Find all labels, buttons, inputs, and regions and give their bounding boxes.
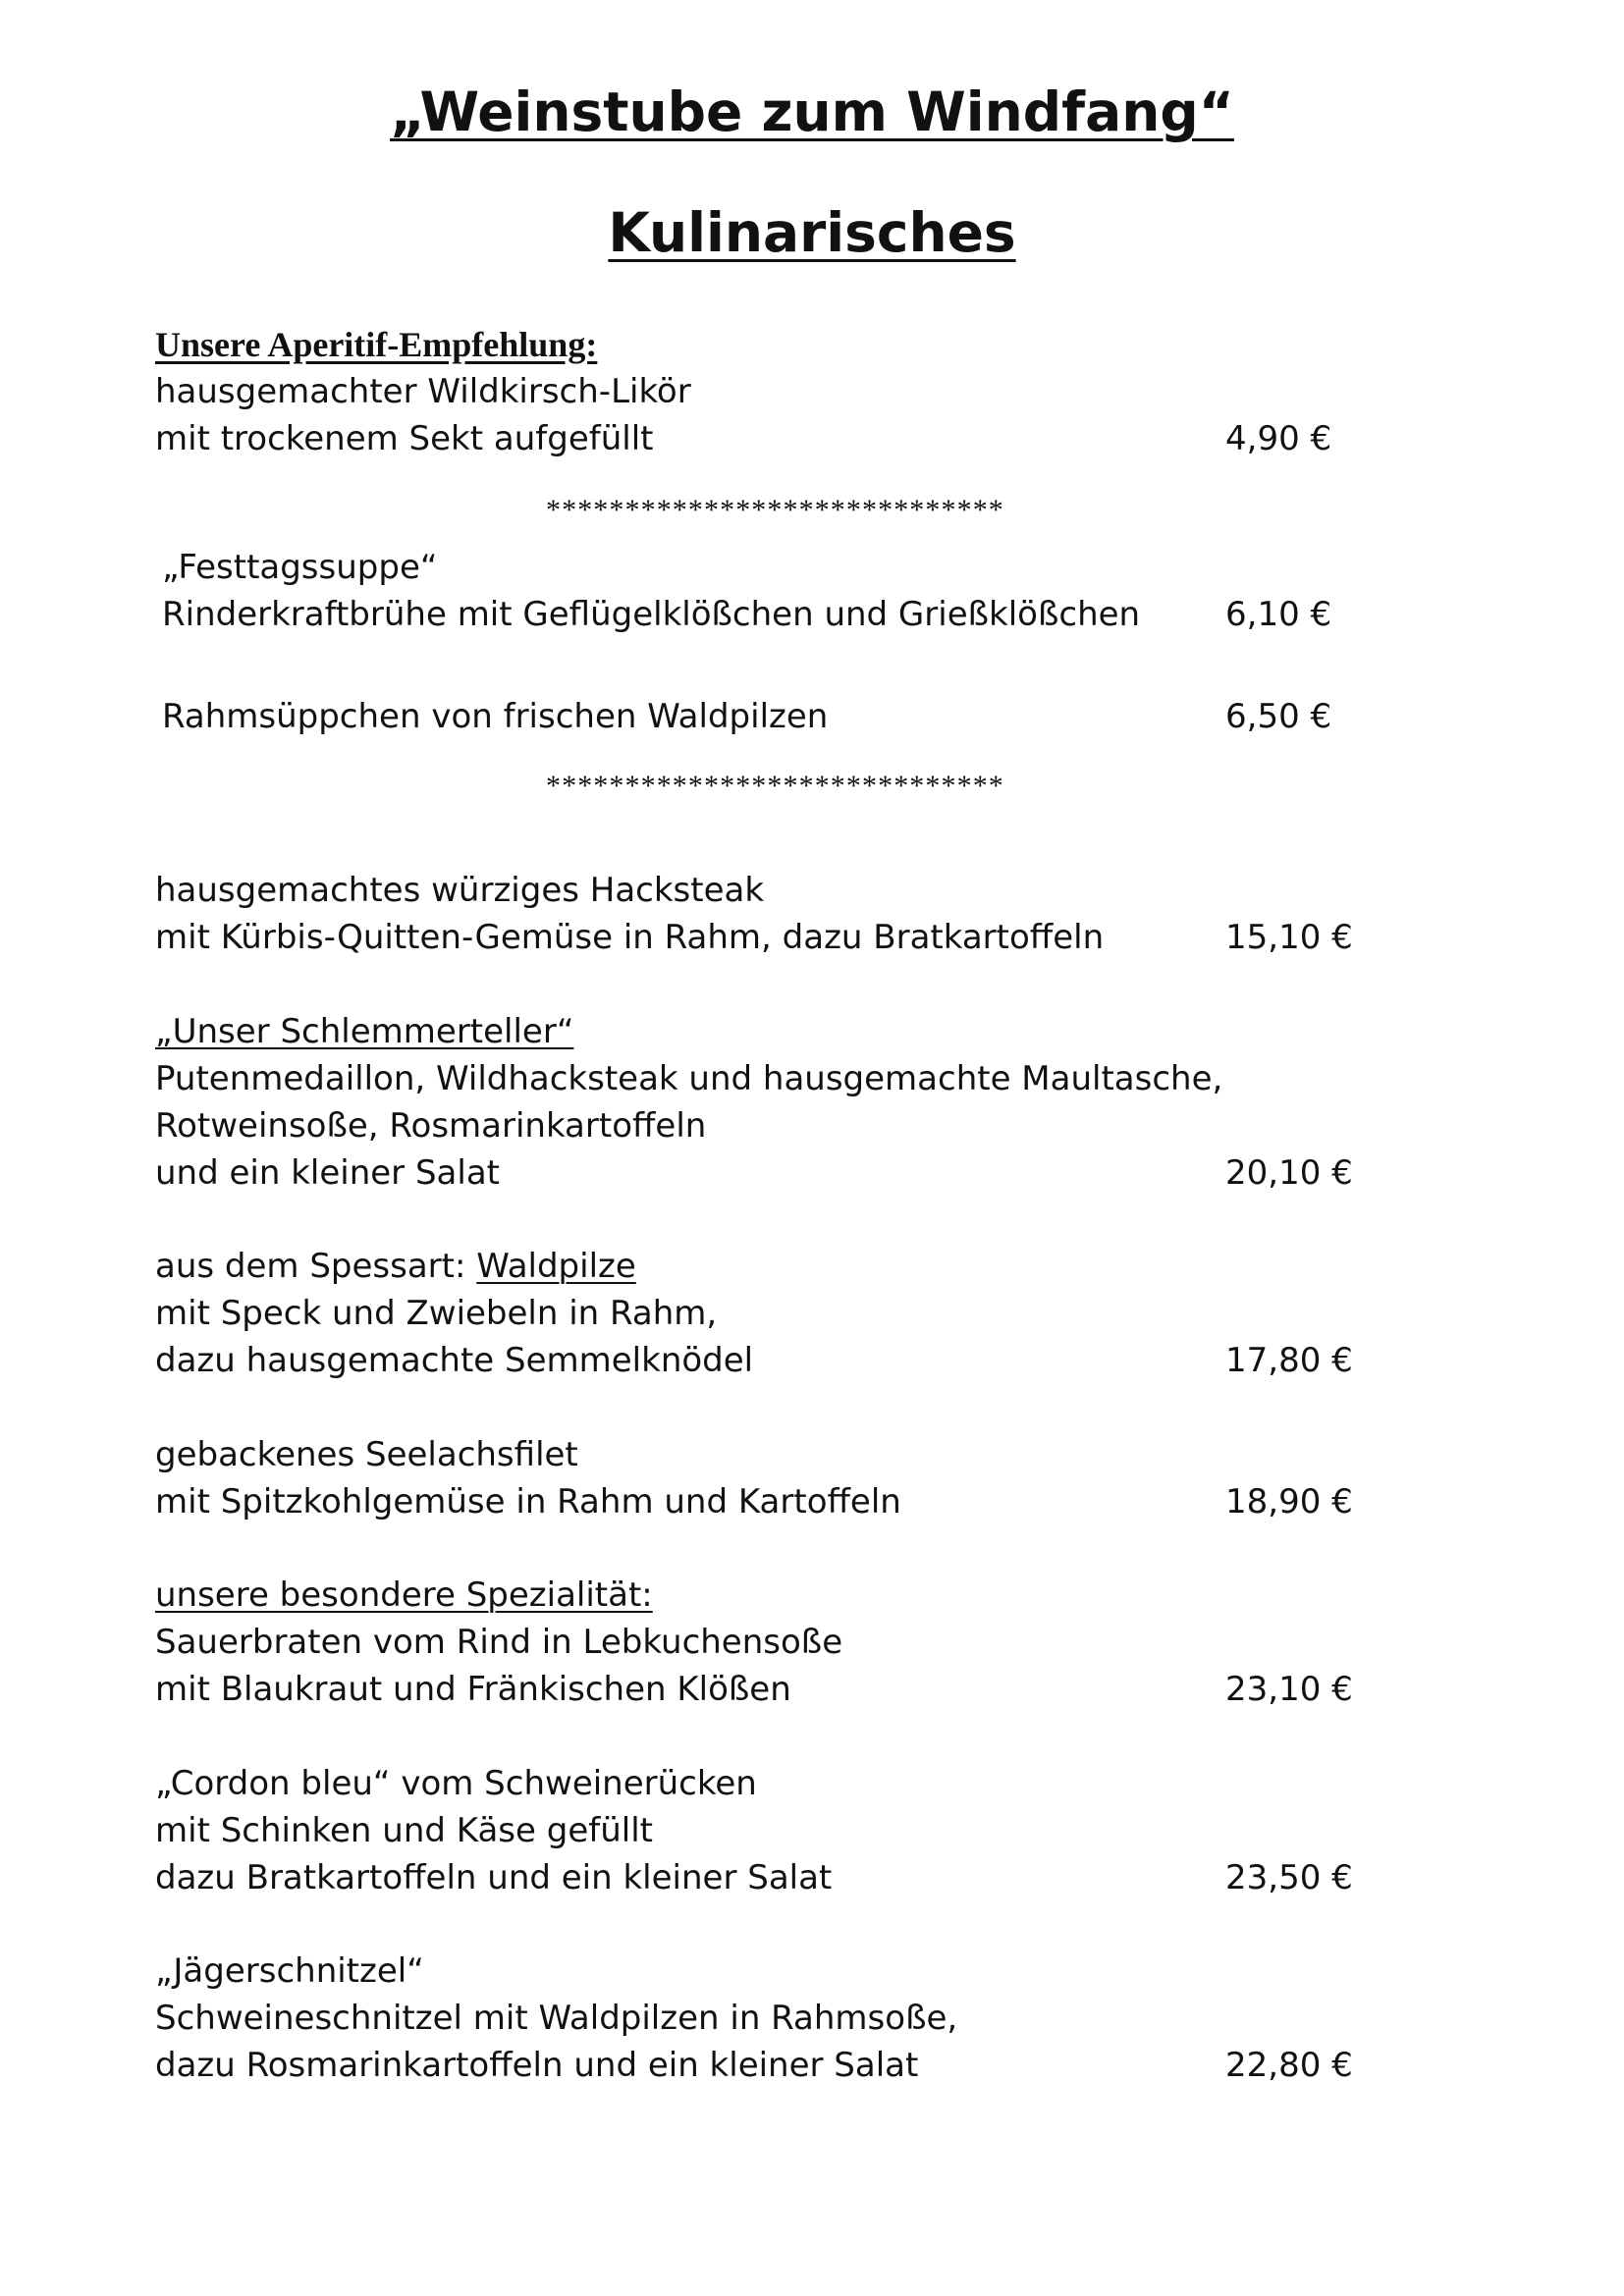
main-5-line-2: Sauerbraten vom Rind in Lebkuchensoße [155,1623,843,1662]
main-2-line-3: Rotweinsoße, Rosmarinkartoffeln [155,1106,707,1146]
main-1-line-2: mit Kürbis-Quitten-Gemüse in Rahm, dazu Bratkartoffeln [155,918,1105,957]
page-subtitle: Kulinarisches [608,201,1016,264]
main-3-price: 17,80 € [1225,1341,1353,1380]
main-3-highlight: Waldpilze [476,1247,636,1286]
main-7-line-2: Schweineschnitzel mit Waldpilzen in Rahmsoße, [155,1999,958,2038]
aperitif-line-2: mit trockenem Sekt aufgefüllt [155,419,654,458]
main-4-line-1: gebackenes Seelachsfilet [155,1435,578,1474]
main-4-line-2: mit Spitzkohlgemüse in Rahm und Kartoffeln [155,1482,901,1522]
soup-1-price: 6,10 € [1225,595,1332,634]
aperitif-heading: Unsere Aperitif-Empfehlung: [155,325,598,364]
main-5-line-1: unsere besondere Spezialität: [155,1575,653,1615]
main-7-line-3: dazu Rosmarinkartoffeln und ein kleiner Salat [155,2046,919,2085]
soup-2-price: 6,50 € [1225,697,1332,736]
soup-1-name: „Festtagssuppe“ [162,548,438,587]
separator: ***************************** [546,494,1004,526]
main-4-price: 18,90 € [1225,1482,1353,1522]
main-3-line-1 [155,1247,636,1286]
main-6-line-3: dazu Bratkartoffeln und ein kleiner Salat [155,1858,833,1897]
main-2-line-1: „Unser Schlemmerteller“ [155,1012,574,1051]
main-2-line-4: und ein kleiner Salat [155,1153,500,1193]
main-6-line-1: „Cordon bleu“ vom Schweinerücken [155,1764,757,1803]
main-5-price: 23,10 € [1225,1670,1353,1709]
soup-2-name: Rahmsüppchen von frischen Waldpilzen [162,697,829,736]
aperitif-price: 4,90 € [1225,419,1332,458]
aperitif-line-1: hausgemachter Wildkirsch-Likör [155,372,691,411]
main-2-line-2: Putenmedaillon, Wildhacksteak und hausgemachte Maultasche, [155,1059,1223,1098]
main-3-line-3: dazu hausgemachte Semmelknödel [155,1341,754,1380]
main-5-line-3: mit Blaukraut und Fränkischen Klößen [155,1670,791,1709]
main-3-line-2: mit Speck und Zwiebeln in Rahm, [155,1294,718,1333]
main-1-price: 15,10 € [1225,918,1353,957]
main-3-prefix: aus dem Spessart: [155,1247,477,1286]
main-6-price: 23,50 € [1225,1858,1353,1897]
main-7-price: 22,80 € [1225,2046,1353,2085]
separator: ***************************** [546,770,1004,802]
main-6-line-2: mit Schinken und Käse gefüllt [155,1811,653,1850]
main-1-line-1: hausgemachtes würziges Hacksteak [155,871,765,910]
restaurant-title: „Weinstube zum Windfang“ [390,80,1234,143]
soup-1-description: Rinderkraftbrühe mit Geflügelklößchen und Grießklößchen [162,595,1141,634]
main-7-line-1: „Jägerschnitzel“ [155,1951,424,1991]
main-2-price: 20,10 € [1225,1153,1353,1193]
